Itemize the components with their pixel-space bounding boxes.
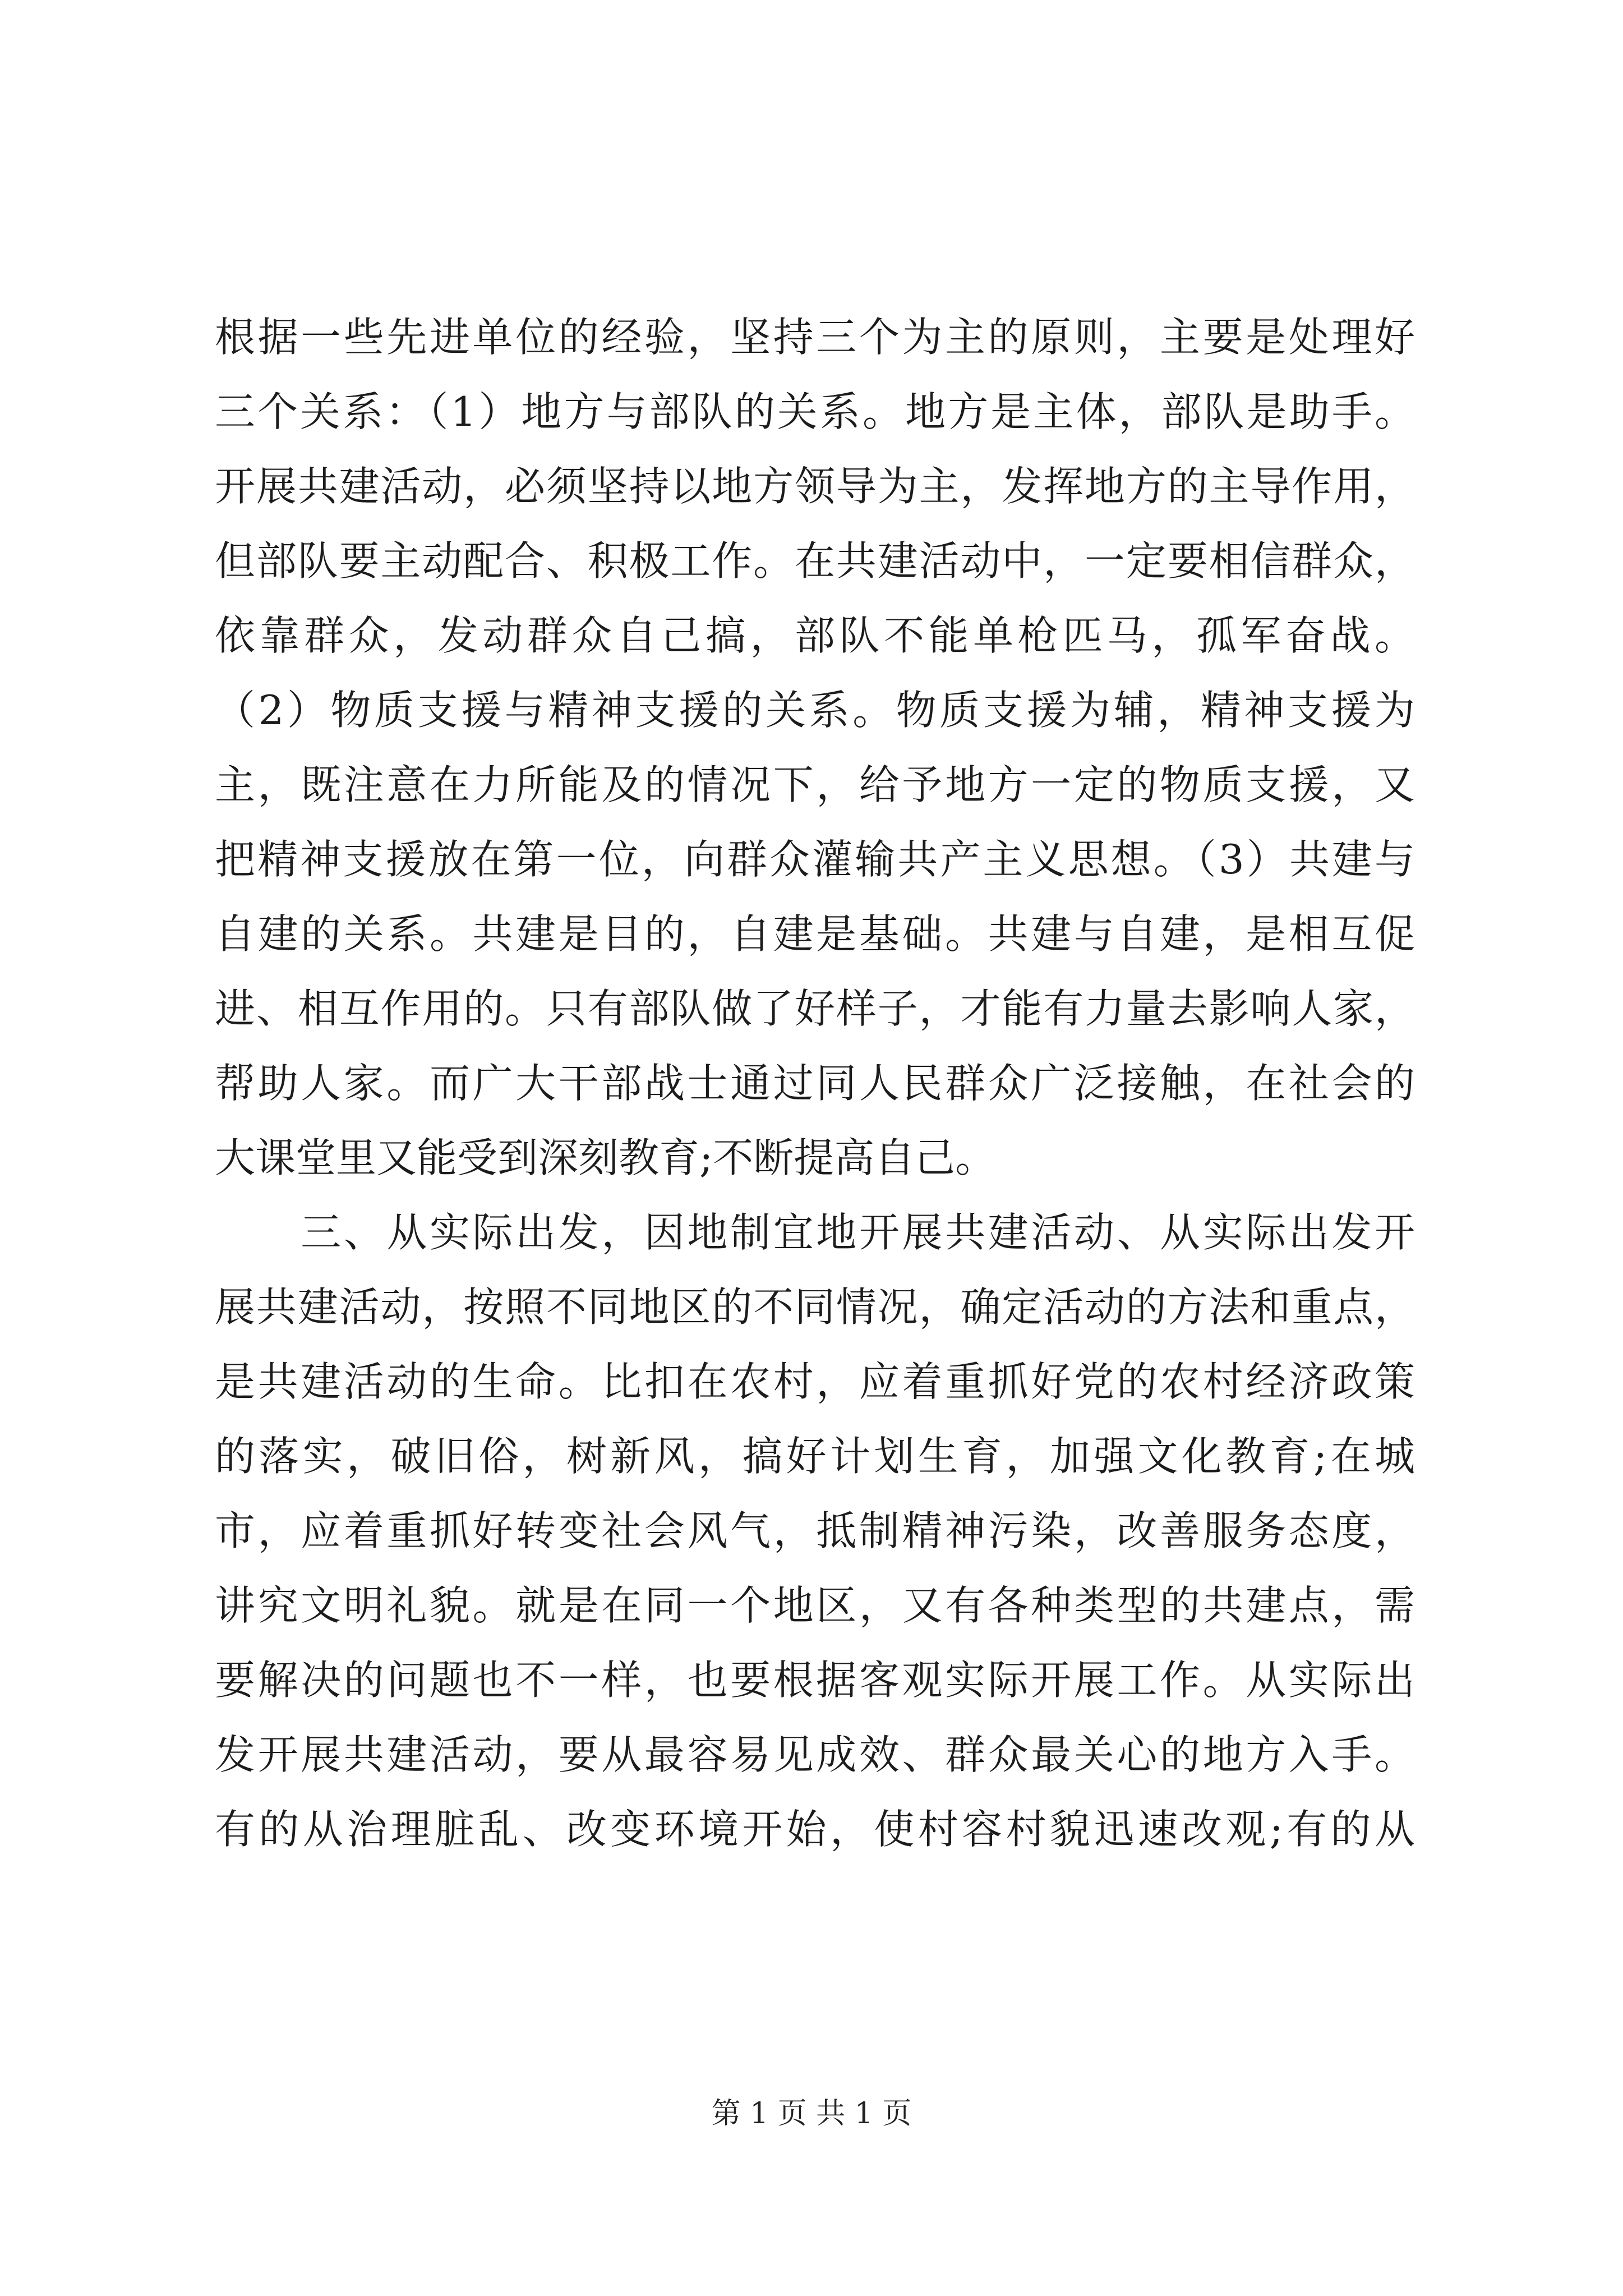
text-line: 主，既注意在力所能及的情况下，给予地方一定的物质支援，又	[215, 761, 1415, 808]
text-line: 把精神支援放在第一位，向群众灌输共产主义思想。（3）共建与	[215, 836, 1415, 883]
text-line: 讲究文明礼貌。就是在同一个地区，又有各种类型的共建点，需	[215, 1582, 1415, 1629]
text-line: 展共建活动，按照不同地区的不同情况，确定活动的方法和重点，	[215, 1283, 1415, 1331]
text-line: 发开展共建活动，要从最容易见成效、群众最关心的地方入手。	[215, 1731, 1415, 1778]
body-text	[215, 300, 1415, 1867]
text-line: 依靠群众，发动群众自己搞，部队不能单枪匹马，孤军奋战。	[215, 612, 1415, 659]
text-line: 有的从治理脏乱、改变环境开始，使村容村貌迅速改观;有的从	[215, 1806, 1415, 1853]
text-line: 帮助人家。而广大干部战士通过同人民群众广泛接触，在社会的	[215, 1060, 1415, 1107]
text-line: 但部队要主动配合、积极工作。在共建活动中，一定要相信群众，	[215, 537, 1415, 585]
text-line: 市，应着重抓好转变社会风气，抵制精神污染，改善服务态度，	[215, 1507, 1415, 1554]
text-line: 要解决的问题也不一样，也要根据客观实际开展工作。从实际出	[215, 1657, 1415, 1704]
page-number-footer: 第 1 页 共 1 页	[711, 2097, 912, 2131]
text-line: 根据一些先进单位的经验，坚持三个为主的原则，主要是处理好	[215, 314, 1415, 361]
text-line: 三个关系：（1）地方与部队的关系。地方是主体，部队是助手。	[215, 388, 1415, 435]
text-line: 开展共建活动，必须坚持以地方领导为主，发挥地方的主导作用，	[215, 463, 1415, 510]
text-line: 三、从实际出发，因地制宜地开展共建活动、从实际出发开	[215, 1209, 1415, 1256]
text-line: 大课堂里又能受到深刻教育;不断提高自己。	[215, 1134, 996, 1181]
text-line: 自建的关系。共建是目的，自建是基础。共建与自建，是相互促	[215, 910, 1415, 958]
text-line: （2）物质支援与精神支援的关系。物质支援为辅，精神支援为	[215, 687, 1415, 734]
text-line: 的落实，破旧俗，树新风，搞好计划生育，加强文化教育;在城	[215, 1433, 1415, 1480]
text-line: 是共建活动的生命。比扣在农村，应着重抓好党的农村经济政策	[215, 1358, 1415, 1405]
text-line: 进、相互作用的。只有部队做了好样子，才能有力量去影响人家，	[215, 985, 1415, 1032]
